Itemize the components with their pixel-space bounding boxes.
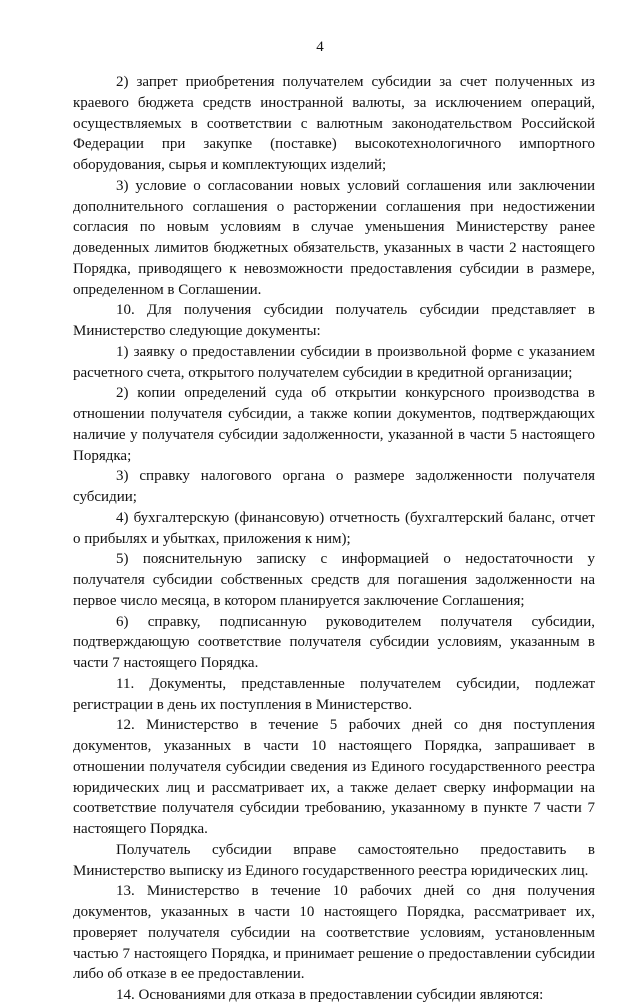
paragraph: 6) справку, подписанную руководителем получателя субсидии, подтверждающую соответствие получателя субсидии условиям, указанным в части 7 настоящего Порядка. bbox=[73, 613, 595, 671]
paragraph: 12. Министерство в течение 5 рабочих дней со дня поступления документов, указанных в части 10 настоящего Порядка, запрашивает в отношении получателя субсидии сведения из Единого государственного реестра юридических лиц и рассматривает их, а также делает сверку информации на соответствие получателя субсидии требованию, указанному в пункте 7 части 7 настоящего Порядка. bbox=[73, 717, 595, 837]
paragraph: 1) заявку о предоставлении субсидии в произвольной форме с указанием расчетного счета, открытого получателем субсидии в кредитной организации; bbox=[73, 343, 595, 381]
paragraph: 4) бухгалтерскую (финансовую) отчетность (бухгалтерский баланс, отчет о прибылях и убытках, приложения к ним); bbox=[73, 509, 595, 547]
paragraph: Получатель субсидии вправе самостоятельно предоставить в Министерство выписку из Единого государственного реестра юридических лиц. bbox=[73, 841, 595, 879]
paragraph: 2) запрет приобретения получателем субсидии за счет полученных из краевого бюджета средств иностранной валюты, за исключением операций, осуществляемых в соответствии с валютным законодательством Российской Федерации при закупке (поставке) высокотехнологичного импортного оборудования, сырья и комплектующих изделий; bbox=[73, 74, 595, 173]
paragraph: 3) справку налогового органа о размере задолженности получателя субсидии; bbox=[73, 468, 595, 505]
document-body bbox=[73, 72, 595, 1006]
paragraph: 2) копии определений суда об открытии конкурсного производства в отношении получателя субсидии, а также копии документов, подтверждающих наличие у получателя субсидии задолженности, указанной в части 5 настоящего Порядка; bbox=[73, 385, 595, 464]
page-number: 4 bbox=[316, 39, 324, 55]
paragraph: 13. Министерство в течение 10 рабочих дней со дня получения документов, указанных в части 10 настоящего Порядка, рассматривает их, проверяет получателя субсидии на соответствие условиям, установленным частью 7 настоящего Порядка, и принимает решение о предоставлении субсидии либо об отказе в ее предоставлении. bbox=[73, 883, 595, 983]
paragraph: 10. Для получения субсидии получатель субсидии представляет в Министерство следующие документы: bbox=[73, 302, 595, 339]
paragraph: 3) условие о согласовании новых условий соглашения или заключении дополнительного соглашения о расторжении соглашения при недостижении согласия по новым условиям в случае уменьшения Министерству ранее доведенных лимитов бюджетных обязательств, указанных в части 2 настоящего Порядка, приводящего к невозможности предоставления субсидии в размере, определенном в Соглашении. bbox=[73, 177, 595, 298]
paragraph: 5) пояснительную записку с информацией о недостаточности у получателя субсидии собственных средств для погашения задолженности на первое число месяца, в котором планируется заключение Соглашения; bbox=[73, 551, 595, 609]
paragraph: 11. Документы, представленные получателем субсидии, подлежат регистрации в день их поступления в Министерство. bbox=[73, 675, 595, 713]
paragraph: 14. Основаниями для отказа в предоставлении субсидии являются: bbox=[116, 987, 544, 1003]
